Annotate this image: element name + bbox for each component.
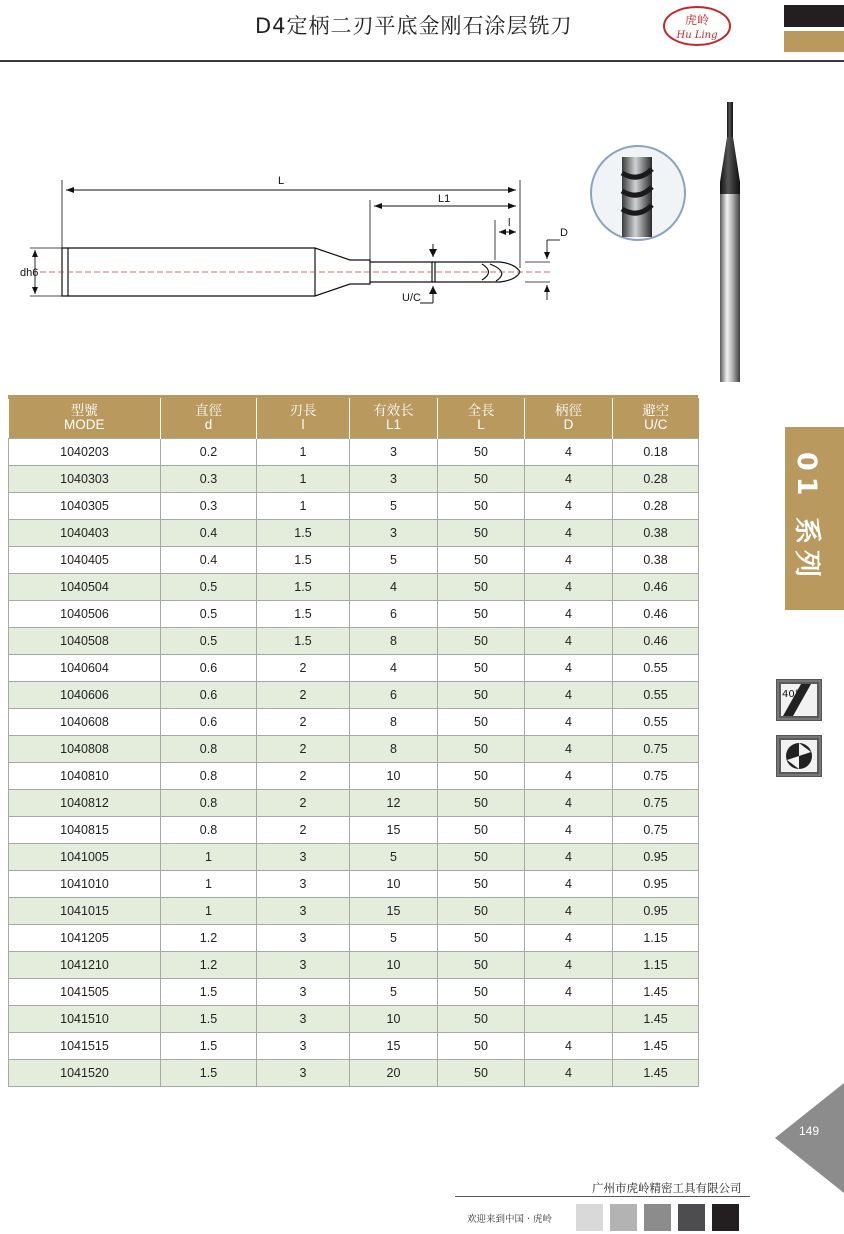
color-swatch	[712, 1204, 739, 1231]
table-cell: 0.6	[161, 709, 257, 736]
table-cell: 1040303	[9, 466, 161, 493]
table-cell: 10	[350, 1006, 438, 1033]
column-header-cn: 型號	[70, 403, 98, 418]
table-cell: 5	[350, 493, 438, 520]
spec-table-header	[9, 398, 699, 439]
table-cell: 3	[257, 1006, 350, 1033]
table-cell: 15	[350, 898, 438, 925]
table-cell: 0.75	[613, 763, 699, 790]
table-cell: 50	[438, 736, 525, 763]
table-cell: 1041510	[9, 1006, 161, 1033]
table-cell: 10	[350, 871, 438, 898]
table-cell: 0.4	[161, 547, 257, 574]
series-tab	[785, 427, 844, 610]
table-row	[9, 520, 699, 547]
table-cell: 1040203	[9, 439, 161, 466]
column-header	[525, 398, 613, 439]
table-cell: 1.5	[161, 1006, 257, 1033]
table-cell: 1	[257, 439, 350, 466]
column-header-en: MODE	[64, 417, 105, 432]
dim-L1-label: L1	[438, 193, 451, 205]
table-cell: 1041015	[9, 898, 161, 925]
table-cell: 5	[350, 979, 438, 1006]
table-cell: 2	[257, 709, 350, 736]
series-tab-label: 01 系列	[791, 452, 822, 583]
table-row	[9, 871, 699, 898]
table-cell: 0.75	[613, 736, 699, 763]
column-header-cn: 有效长	[373, 403, 414, 418]
table-cell: 4	[525, 925, 613, 952]
table-cell: 1040606	[9, 682, 161, 709]
table-cell: 4	[525, 1060, 613, 1087]
table-cell: 4	[525, 520, 613, 547]
table-cell: 1040608	[9, 709, 161, 736]
table-cell: 1041210	[9, 952, 161, 979]
table-cell: 0.38	[613, 520, 699, 547]
table-cell: 0.8	[161, 736, 257, 763]
table-cell: 50	[438, 952, 525, 979]
table-cell: 0.28	[613, 466, 699, 493]
table-cell: 1.5	[257, 574, 350, 601]
table-row	[9, 574, 699, 601]
column-header-cn: 刃長	[289, 403, 317, 418]
tool-photo	[710, 102, 750, 387]
table-cell: 50	[438, 925, 525, 952]
table-cell: 0.46	[613, 601, 699, 628]
table-cell: 15	[350, 1033, 438, 1060]
table-cell: 1	[161, 898, 257, 925]
table-cell: 4	[525, 439, 613, 466]
table-cell: 50	[438, 1033, 525, 1060]
table-cell: 0.5	[161, 601, 257, 628]
table-cell: 2	[257, 790, 350, 817]
table-row	[9, 952, 699, 979]
table-row	[9, 925, 699, 952]
table-row	[9, 655, 699, 682]
page-title: D4定柄二刃平底金刚石涂层铣刀	[255, 14, 573, 38]
helix-angle-icon	[776, 679, 822, 721]
table-cell: 0.46	[613, 574, 699, 601]
table-row	[9, 628, 699, 655]
dim-D-label: D	[560, 227, 568, 239]
table-cell: 50	[438, 979, 525, 1006]
dim-dh6-label: dh6	[20, 267, 39, 279]
table-cell: 3	[257, 871, 350, 898]
table-row	[9, 817, 699, 844]
table-cell: 3	[350, 466, 438, 493]
table-cell: 4	[350, 655, 438, 682]
table-cell: 50	[438, 547, 525, 574]
table-cell: 1041520	[9, 1060, 161, 1087]
header-divider	[0, 60, 844, 62]
table-cell: 0.3	[161, 466, 257, 493]
table-cell: 4	[525, 547, 613, 574]
table-cell: 50	[438, 709, 525, 736]
table-cell: 0.3	[161, 493, 257, 520]
table-cell: 50	[438, 466, 525, 493]
table-row	[9, 709, 699, 736]
column-header-en: U/C	[644, 417, 668, 432]
table-cell: 3	[350, 439, 438, 466]
table-cell: 1040808	[9, 736, 161, 763]
table-row	[9, 682, 699, 709]
color-swatch	[644, 1204, 671, 1231]
footer-welcome: 欢迎来到中国 · 虎岭	[467, 1214, 553, 1225]
two-flute-icon	[776, 735, 822, 777]
table-cell: 4	[525, 655, 613, 682]
table-cell: 50	[438, 628, 525, 655]
table-cell: 0.6	[161, 655, 257, 682]
table-cell: 4	[525, 844, 613, 871]
table-row	[9, 601, 699, 628]
column-header	[257, 398, 350, 439]
table-cell: 1.5	[161, 979, 257, 1006]
company-name: 广州市虎岭精密工具有限公司	[592, 1181, 742, 1195]
dim-l-label: l	[508, 217, 511, 229]
table-cell: 3	[257, 1033, 350, 1060]
column-header-cn: 避空	[642, 403, 670, 418]
table-cell: 0.8	[161, 763, 257, 790]
table-cell: 0.55	[613, 682, 699, 709]
column-header-en: D	[563, 417, 574, 432]
table-cell: 4	[525, 493, 613, 520]
table-cell: 1.15	[613, 925, 699, 952]
table-cell: 50	[438, 898, 525, 925]
table-cell: 0.6	[161, 682, 257, 709]
table-cell: 1	[257, 466, 350, 493]
table-cell: 6	[350, 682, 438, 709]
table-cell: 12	[350, 790, 438, 817]
table-cell: 4	[525, 817, 613, 844]
table-row	[9, 844, 699, 871]
table-row	[9, 898, 699, 925]
column-header-en: L1	[385, 417, 402, 432]
column-header	[438, 398, 525, 439]
table-cell: 1.45	[613, 1060, 699, 1087]
table-cell: 0.8	[161, 790, 257, 817]
table-cell: 1041010	[9, 871, 161, 898]
table-cell: 4	[525, 601, 613, 628]
header-row	[9, 398, 699, 439]
table-cell: 8	[350, 736, 438, 763]
color-swatch	[610, 1204, 637, 1231]
table-cell: 0.18	[613, 439, 699, 466]
table-cell: 0.38	[613, 547, 699, 574]
table-cell: 4	[525, 763, 613, 790]
table-row	[9, 547, 699, 574]
table-cell: 50	[438, 1060, 525, 1087]
table-cell: 3	[257, 952, 350, 979]
table-cell: 1041515	[9, 1033, 161, 1060]
table-cell: 5	[350, 844, 438, 871]
table-cell: 1.5	[161, 1033, 257, 1060]
logo-cn-text: 虎岭	[684, 13, 710, 27]
table-cell: 1040815	[9, 817, 161, 844]
table-cell: 1	[161, 871, 257, 898]
table-cell: 1.2	[161, 952, 257, 979]
tool-tip-detail	[588, 143, 688, 243]
table-cell: 3	[257, 898, 350, 925]
table-cell: 1	[257, 493, 350, 520]
spec-table	[8, 398, 699, 1087]
table-cell: 50	[438, 763, 525, 790]
table-cell: 4	[525, 979, 613, 1006]
table-cell: 1.45	[613, 1006, 699, 1033]
column-header-cn: 直徑	[195, 403, 222, 418]
table-cell: 1041505	[9, 979, 161, 1006]
table-row	[9, 439, 699, 466]
table-cell	[525, 1006, 613, 1033]
table-cell: 4	[525, 898, 613, 925]
brand-logo	[662, 5, 732, 47]
column-header-cn: 柄徑	[555, 403, 582, 418]
table-cell: 2	[257, 655, 350, 682]
table-cell: 50	[438, 493, 525, 520]
table-cell: 1.2	[161, 925, 257, 952]
table-cell: 50	[438, 844, 525, 871]
table-cell: 1040504	[9, 574, 161, 601]
table-cell: 50	[438, 871, 525, 898]
table-cell: 4	[525, 628, 613, 655]
table-cell: 4	[525, 736, 613, 763]
table-cell: 0.4	[161, 520, 257, 547]
dim-L-label: L	[278, 175, 285, 187]
column-header	[613, 398, 699, 439]
table-cell: 10	[350, 952, 438, 979]
table-cell: 1.15	[613, 952, 699, 979]
table-cell: 0.95	[613, 844, 699, 871]
table-cell: 2	[257, 817, 350, 844]
column-header	[161, 398, 257, 439]
table-cell: 1040810	[9, 763, 161, 790]
table-cell: 4	[525, 790, 613, 817]
table-cell: 15	[350, 817, 438, 844]
table-cell: 8	[350, 628, 438, 655]
table-row	[9, 763, 699, 790]
table-cell: 3	[257, 925, 350, 952]
table-cell: 2	[257, 682, 350, 709]
color-swatch	[678, 1204, 705, 1231]
tool-dimension-drawing	[20, 160, 570, 310]
table-cell: 50	[438, 790, 525, 817]
page-corner-marker	[775, 1083, 844, 1193]
table-cell: 10	[350, 763, 438, 790]
table-cell: 1040508	[9, 628, 161, 655]
color-swatch	[576, 1204, 603, 1231]
spec-table-body	[9, 439, 699, 1087]
table-cell: 1.5	[257, 547, 350, 574]
table-cell: 3	[257, 1060, 350, 1087]
table-cell: 0.8	[161, 817, 257, 844]
table-cell: 50	[438, 601, 525, 628]
table-cell: 0.5	[161, 628, 257, 655]
header-gold-bar	[784, 31, 844, 52]
footer-divider	[455, 1196, 750, 1197]
table-cell: 3	[257, 844, 350, 871]
table-cell: 2	[257, 736, 350, 763]
table-row	[9, 736, 699, 763]
table-row	[9, 1033, 699, 1060]
table-cell: 1.5	[257, 628, 350, 655]
table-cell: 1	[161, 844, 257, 871]
table-cell: 4	[525, 952, 613, 979]
table-cell: 50	[438, 655, 525, 682]
column-header-cn: 全長	[467, 403, 495, 418]
table-cell: 5	[350, 547, 438, 574]
column-header	[9, 398, 161, 439]
table-cell: 4	[525, 574, 613, 601]
table-cell: 50	[438, 439, 525, 466]
table-cell: 1040305	[9, 493, 161, 520]
table-row	[9, 1006, 699, 1033]
table-row	[9, 466, 699, 493]
logo-en-text: Hu Ling	[676, 30, 718, 41]
table-cell: 1.45	[613, 1033, 699, 1060]
table-cell: 4	[525, 682, 613, 709]
table-cell: 0.95	[613, 898, 699, 925]
table-row	[9, 1060, 699, 1087]
table-cell: 0.55	[613, 709, 699, 736]
table-cell: 1041205	[9, 925, 161, 952]
table-cell: 1040604	[9, 655, 161, 682]
table-cell: 4	[525, 871, 613, 898]
table-cell: 50	[438, 682, 525, 709]
table-cell: 1.5	[257, 601, 350, 628]
page-number: 149	[799, 1124, 820, 1138]
table-cell: 8	[350, 709, 438, 736]
table-cell: 0.55	[613, 655, 699, 682]
table-cell: 50	[438, 817, 525, 844]
column-header-en: L	[477, 417, 485, 432]
table-cell: 1040405	[9, 547, 161, 574]
table-cell: 0.46	[613, 628, 699, 655]
table-cell: 0.75	[613, 790, 699, 817]
table-cell: 6	[350, 601, 438, 628]
column-header-en: d	[204, 417, 213, 432]
table-row	[9, 979, 699, 1006]
table-cell: 0.95	[613, 871, 699, 898]
helix-angle-label: 40°	[782, 689, 800, 700]
table-cell: 3	[350, 520, 438, 547]
table-row	[9, 493, 699, 520]
table-cell: 1.5	[161, 1060, 257, 1087]
column-header-en: l	[301, 417, 305, 432]
table-cell: 4	[525, 1033, 613, 1060]
dim-uc-label: U/C	[402, 292, 421, 304]
table-cell: 50	[438, 1006, 525, 1033]
header-dark-bar	[784, 5, 844, 27]
table-cell: 4	[525, 709, 613, 736]
table-cell: 5	[350, 925, 438, 952]
table-cell: 1.5	[257, 520, 350, 547]
table-cell: 1040812	[9, 790, 161, 817]
table-row	[9, 790, 699, 817]
table-cell: 0.5	[161, 574, 257, 601]
table-cell: 0.28	[613, 493, 699, 520]
table-cell: 1041005	[9, 844, 161, 871]
table-cell: 50	[438, 520, 525, 547]
table-cell: 20	[350, 1060, 438, 1087]
table-cell: 3	[257, 979, 350, 1006]
table-cell: 0.75	[613, 817, 699, 844]
table-cell: 1.45	[613, 979, 699, 1006]
table-cell: 4	[525, 466, 613, 493]
table-cell: 4	[350, 574, 438, 601]
table-cell: 1040506	[9, 601, 161, 628]
table-cell: 50	[438, 574, 525, 601]
table-cell: 1040403	[9, 520, 161, 547]
table-cell: 2	[257, 763, 350, 790]
column-header	[350, 398, 438, 439]
table-cell: 0.2	[161, 439, 257, 466]
